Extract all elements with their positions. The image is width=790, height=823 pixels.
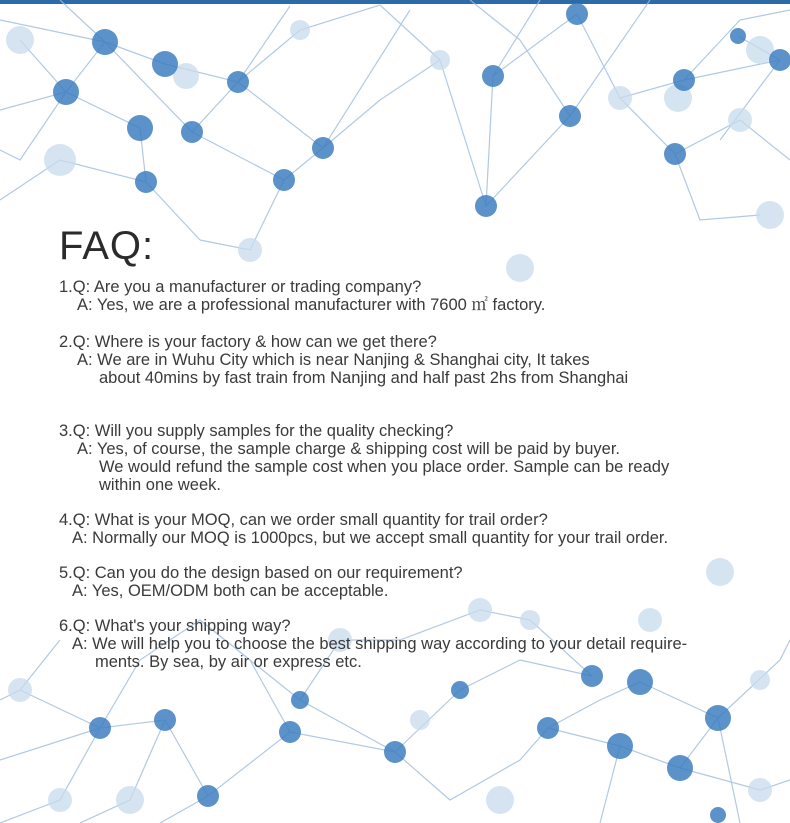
faq-answer: A: We will help you to choose the best shipping way according to your detail require- xyxy=(72,635,688,653)
faq-answer: A: Normally our MOQ is 1000pcs, but we accept small quantity for your trail order. xyxy=(72,529,669,547)
faq-item xyxy=(59,564,779,600)
faq-question: 1.Q: Are you a manufacturer or trading company? xyxy=(59,278,422,296)
faq-item xyxy=(59,333,779,387)
faq-answer-continuation: within one week. xyxy=(99,476,221,494)
faq-answer: A: We are in Wuhu City which is near Nanjing & Shanghai city, It takes xyxy=(77,351,590,369)
faq-answer-continuation: about 40mins by fast train from Nanjing and half past 2hs from Shanghai xyxy=(99,369,629,387)
faq-question: 2.Q: Where is your factory & how can we get there? xyxy=(59,333,437,351)
faq-question: 4.Q: What is your MOQ, can we order small quantity for trail order? xyxy=(59,511,548,529)
faq-item xyxy=(59,511,779,547)
faq-item xyxy=(59,422,779,494)
faq-answer: A: Yes, OEM/ODM both can be acceptable. xyxy=(72,582,389,600)
faq-question: 5.Q: Can you do the design based on our requirement? xyxy=(59,564,463,582)
faq-question: 3.Q: Will you supply samples for the quality checking? xyxy=(59,422,454,440)
faq-answer: A: Yes, we are a professional manufacturer with 7600 ㎡ factory. xyxy=(77,296,546,314)
faq-title: FAQ: xyxy=(59,224,155,268)
faq-answer-continuation: We would refund the sample cost when you place order. Sample can be ready xyxy=(99,458,670,476)
faq-item xyxy=(59,278,779,314)
faq-question: 6.Q: What's your shipping way? xyxy=(59,617,291,635)
faq-item xyxy=(59,617,779,671)
faq-answer-continuation: ments. By sea, by air or express etc. xyxy=(95,653,362,671)
faq-answer: A: Yes, of course, the sample charge & shipping cost will be paid by buyer. xyxy=(77,440,620,458)
